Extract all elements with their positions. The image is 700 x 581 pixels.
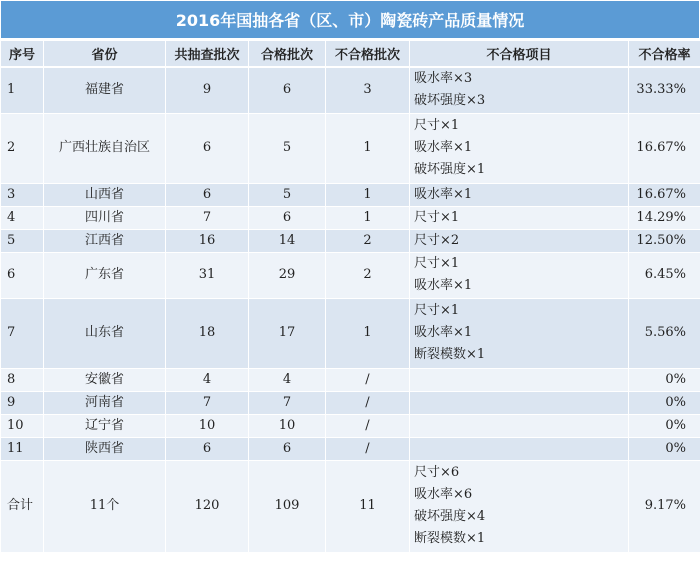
failed-item: 吸水率×6 bbox=[414, 487, 473, 502]
header-row bbox=[1, 41, 700, 68]
passed-cell: 10 bbox=[249, 414, 326, 437]
table-row bbox=[1, 229, 700, 252]
seq-cell: 4 bbox=[1, 206, 44, 229]
province-cell: 陕西省 bbox=[44, 437, 166, 460]
items-cell bbox=[410, 368, 629, 391]
items-cell bbox=[410, 252, 629, 298]
failed-cell: 1 bbox=[326, 183, 410, 206]
province-cell: 11个 bbox=[44, 460, 166, 552]
failed-item: 尺寸×2 bbox=[414, 232, 460, 248]
province-cell: 广东省 bbox=[44, 252, 166, 298]
header-total: 共抽查批次 bbox=[166, 41, 249, 68]
table-row bbox=[1, 391, 700, 414]
total-cell: 31 bbox=[166, 252, 249, 298]
total-cell: 7 bbox=[166, 391, 249, 414]
table-row bbox=[1, 414, 700, 437]
failed-cell: / bbox=[326, 414, 410, 437]
items-cell bbox=[410, 460, 629, 552]
failed-item: 破坏强度×1 bbox=[414, 162, 486, 177]
failed-item: 吸水率×1 bbox=[414, 140, 473, 155]
passed-cell: 5 bbox=[249, 183, 326, 206]
province-cell: 河南省 bbox=[44, 391, 166, 414]
items-cell bbox=[410, 391, 629, 414]
passed-cell: 109 bbox=[249, 460, 326, 552]
province-cell: 江西省 bbox=[44, 229, 166, 252]
rate-cell: 0% bbox=[629, 414, 700, 437]
province-cell: 福建省 bbox=[44, 67, 166, 113]
failed-item: 断裂模数×1 bbox=[414, 531, 486, 546]
failed-item: 尺寸×6 bbox=[414, 465, 460, 480]
header-province: 省份 bbox=[44, 41, 166, 68]
passed-cell: 6 bbox=[249, 206, 326, 229]
passed-cell: 5 bbox=[249, 113, 326, 183]
rate-cell: 16.67% bbox=[629, 183, 700, 206]
header-items: 不合格项目 bbox=[410, 41, 629, 68]
failed-item: 尺寸×1 bbox=[414, 209, 460, 225]
failed-cell: / bbox=[326, 437, 410, 460]
table-row bbox=[1, 368, 700, 391]
header-failed: 不合格批次 bbox=[326, 41, 410, 68]
seq-cell: 1 bbox=[1, 67, 44, 113]
quality-table bbox=[0, 40, 700, 553]
header-seq: 序号 bbox=[1, 41, 44, 68]
failed-item: 尺寸×1 bbox=[414, 256, 460, 271]
rate-cell: 6.45% bbox=[629, 252, 700, 298]
failed-item: 尺寸×1 bbox=[414, 303, 460, 318]
passed-cell: 4 bbox=[249, 368, 326, 391]
rate-cell: 9.17% bbox=[629, 460, 700, 552]
table-row bbox=[1, 206, 700, 229]
failed-item: 吸水率×1 bbox=[414, 325, 473, 340]
failed-item: 破坏强度×3 bbox=[414, 93, 486, 109]
failed-item: 吸水率×1 bbox=[414, 186, 473, 202]
province-cell: 辽宁省 bbox=[44, 414, 166, 437]
failed-cell: 2 bbox=[326, 252, 410, 298]
items-cell bbox=[410, 437, 629, 460]
province-cell: 安徽省 bbox=[44, 368, 166, 391]
rate-cell: 0% bbox=[629, 391, 700, 414]
total-cell: 16 bbox=[166, 229, 249, 252]
total-cell: 4 bbox=[166, 368, 249, 391]
table-row bbox=[1, 67, 700, 113]
failed-item: 破坏强度×4 bbox=[414, 509, 486, 524]
province-cell: 四川省 bbox=[44, 206, 166, 229]
rate-cell: 16.67% bbox=[629, 113, 700, 183]
seq-cell: 3 bbox=[1, 183, 44, 206]
rate-cell: 14.29% bbox=[629, 206, 700, 229]
passed-cell: 6 bbox=[249, 67, 326, 113]
items-cell bbox=[410, 113, 629, 183]
total-cell: 7 bbox=[166, 206, 249, 229]
table-title: 2016年国抽各省（区、市）陶瓷砖产品质量情况 bbox=[0, 0, 700, 40]
failed-cell: 1 bbox=[326, 113, 410, 183]
rate-cell: 12.50% bbox=[629, 229, 700, 252]
seq-cell: 7 bbox=[1, 298, 44, 368]
rate-cell: 0% bbox=[629, 437, 700, 460]
rate-cell: 5.56% bbox=[629, 298, 700, 368]
seq-cell: 10 bbox=[1, 414, 44, 437]
table-row bbox=[1, 113, 700, 183]
failed-cell: 11 bbox=[326, 460, 410, 552]
total-cell: 6 bbox=[166, 113, 249, 183]
province-cell: 山西省 bbox=[44, 183, 166, 206]
total-cell: 120 bbox=[166, 460, 249, 552]
header-passed: 合格批次 bbox=[249, 41, 326, 68]
seq-cell: 9 bbox=[1, 391, 44, 414]
total-cell: 18 bbox=[166, 298, 249, 368]
passed-cell: 6 bbox=[249, 437, 326, 460]
rate-cell: 0% bbox=[629, 368, 700, 391]
passed-cell: 7 bbox=[249, 391, 326, 414]
items-cell bbox=[410, 414, 629, 437]
failed-item: 吸水率×3 bbox=[414, 71, 473, 87]
seq-cell: 2 bbox=[1, 113, 44, 183]
failed-cell: 3 bbox=[326, 67, 410, 113]
passed-cell: 14 bbox=[249, 229, 326, 252]
seq-cell: 5 bbox=[1, 229, 44, 252]
failed-cell: / bbox=[326, 391, 410, 414]
passed-cell: 17 bbox=[249, 298, 326, 368]
rate-cell: 33.33% bbox=[629, 67, 700, 113]
items-cell bbox=[410, 67, 629, 113]
failed-item: 尺寸×1 bbox=[414, 118, 460, 133]
seq-cell: 合计 bbox=[1, 460, 44, 552]
table-row bbox=[1, 298, 700, 368]
failed-item: 断裂模数×1 bbox=[414, 347, 486, 362]
total-cell: 9 bbox=[166, 67, 249, 113]
total-cell: 6 bbox=[166, 183, 249, 206]
failed-cell: 1 bbox=[326, 298, 410, 368]
failed-cell: 2 bbox=[326, 229, 410, 252]
items-cell bbox=[410, 298, 629, 368]
table-row bbox=[1, 460, 700, 552]
province-cell: 广西壮族自治区 bbox=[44, 113, 166, 183]
total-cell: 6 bbox=[166, 437, 249, 460]
province-cell: 山东省 bbox=[44, 298, 166, 368]
table-row bbox=[1, 252, 700, 298]
failed-cell: / bbox=[326, 368, 410, 391]
items-cell bbox=[410, 229, 629, 252]
seq-cell: 8 bbox=[1, 368, 44, 391]
items-cell bbox=[410, 183, 629, 206]
seq-cell: 11 bbox=[1, 437, 44, 460]
table-row bbox=[1, 183, 700, 206]
seq-cell: 6 bbox=[1, 252, 44, 298]
header-rate: 不合格率 bbox=[629, 41, 700, 68]
total-cell: 10 bbox=[166, 414, 249, 437]
failed-item: 吸水率×1 bbox=[414, 278, 473, 293]
items-cell bbox=[410, 206, 629, 229]
failed-cell: 1 bbox=[326, 206, 410, 229]
passed-cell: 29 bbox=[249, 252, 326, 298]
table-row bbox=[1, 437, 700, 460]
